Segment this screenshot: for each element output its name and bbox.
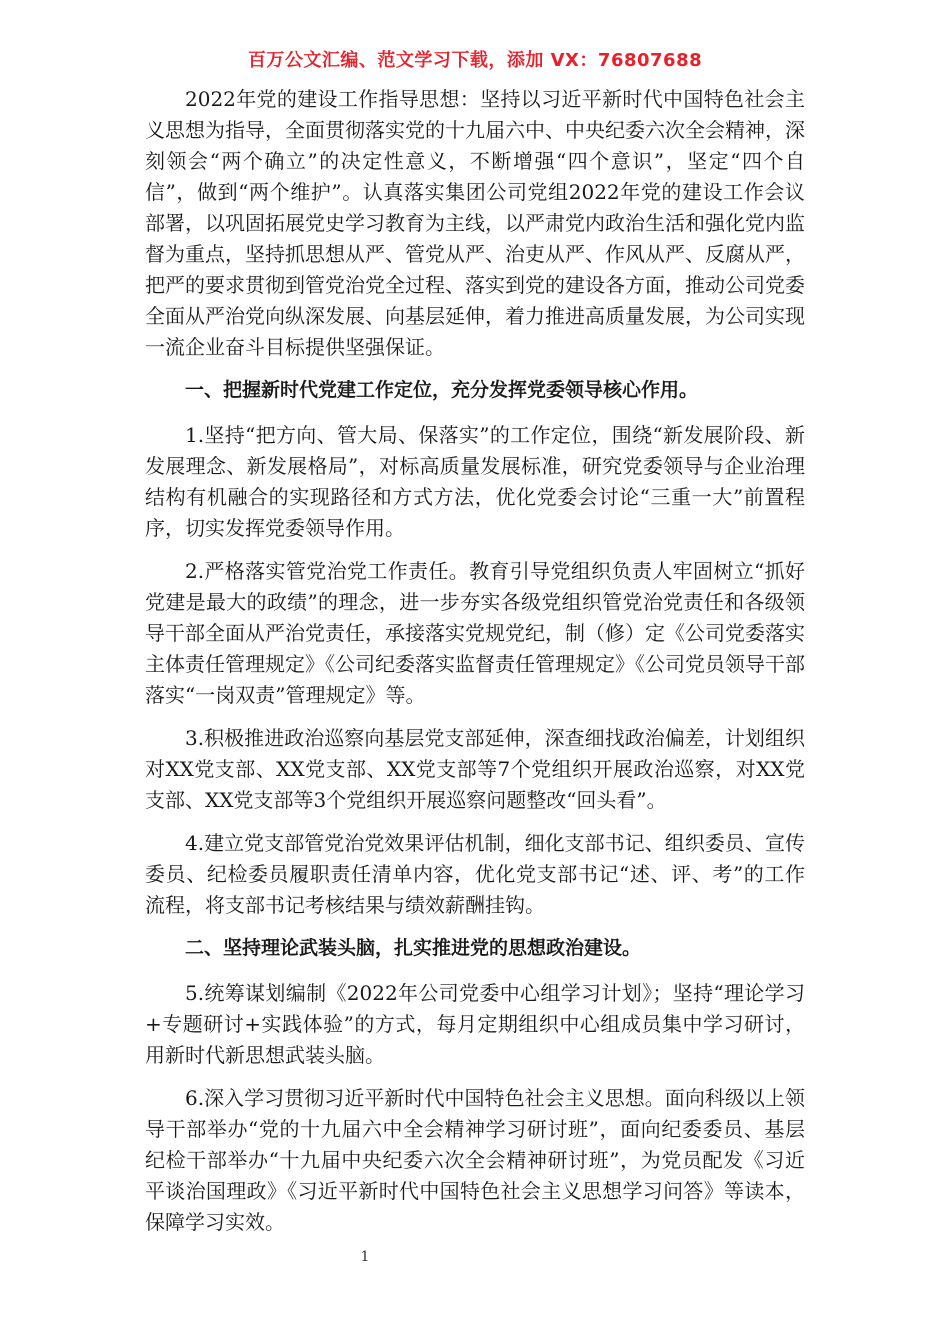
- list-item: 6.深入学习贯彻习近平新时代中国特色社会主义思想。面向科级以上领导干部举办“党的十九届六中全会精神学习研讨班”，面向纪委委员、基层纪检干部举办“十九届中央纪委六次全会精神研讨班”，为党员配发《习近平谈治国理政》《习近平新时代中国特色社会主义思想学习问答》等读本，保障学习实效。: [145, 1086, 805, 1234]
- section-heading-2: 二、坚持理论武装头脑，扎实推进党的思想政治建设。: [185, 937, 642, 959]
- intro-paragraph: 2022年党的建设工作指导思想：坚持以习近平新时代中国特色社会主义思想为指导，全面贯彻落实党的十九届六中、中央纪委六次全会精神，深刻领会“两个确立”的决定性意义，不断增强“四个意识”，坚定“四个自信”，做到“两个维护”。认真落实集团公司党组2022年党的建设工作会议部署，以巩固拓展党史学习教育为主线，以严肃党内政治生活和强化党内监督为重点，坚持抓思想从严、管党从严、治吏从严、作风从严、反腐从严，把严的要求贯彻到管党治党全过程、落实到党的建设各方面，推动公司党委全面从严治党向纵深发展、向基层延伸，着力推进高质量发展，为公司实现一流企业奋斗目标提供坚强保证。: [145, 87, 805, 359]
- watermark-banner: 百万公文汇编、范文学习下载，添加 VX：76807688: [247, 50, 703, 71]
- page-number: 1: [360, 1249, 370, 1265]
- list-item: 4.建立党支部管党治党效果评估机制，细化支部书记、组织委员、宣传委员、纪检委员履职责任清单内容，优化党支部书记“述、评、考”的工作流程，将支部书记考核结果与绩效薪酬挂钩。: [145, 831, 805, 917]
- list-item: 1.坚持“把方向、管大局、保落实”的工作定位，围绕“新发展阶段、新发展理念、新发展格局”，对标高质量发展标准，研究党委领导与企业治理结构有机融合的实现路径和方式方法，优化党委会讨论“三重一大”前置程序，切实发挥党委领导作用。: [145, 423, 805, 540]
- list-item: 5.统筹谋划编制《2022年公司党委中心组学习计划》；坚持“理论学习+专题研讨+实践体验”的方式，每月定期组织中心组成员集中学习研讨，用新时代新思想武装头脑。: [145, 981, 805, 1067]
- list-item: 3.积极推进政治巡察向基层党支部延伸，深查细找政治偏差，计划组织对XX党支部、XX党支部、XX党支部等7个党组织开展政治巡察，对XX党支部、XX党支部等3个党组织开展巡察问题整改“回头看”。: [145, 726, 805, 812]
- list-item: 2.严格落实管党治党工作责任。教育引导党组织负责人牢固树立“抓好党建是最大的政绩”的理念，进一步夯实各级党组织管党治党责任和各级领导干部全面从严治党责任，承接落实党规党纪，制（修）定《公司党委落实主体责任管理规定》《公司纪委落实监督责任管理规定》《公司党员领导干部落实“一岗双责”管理规定》等。: [145, 559, 805, 707]
- section-heading-1: 一、把握新时代党建工作定位，充分发挥党委领导核心作用。: [185, 379, 699, 401]
- document-body: [145, 84, 805, 1250]
